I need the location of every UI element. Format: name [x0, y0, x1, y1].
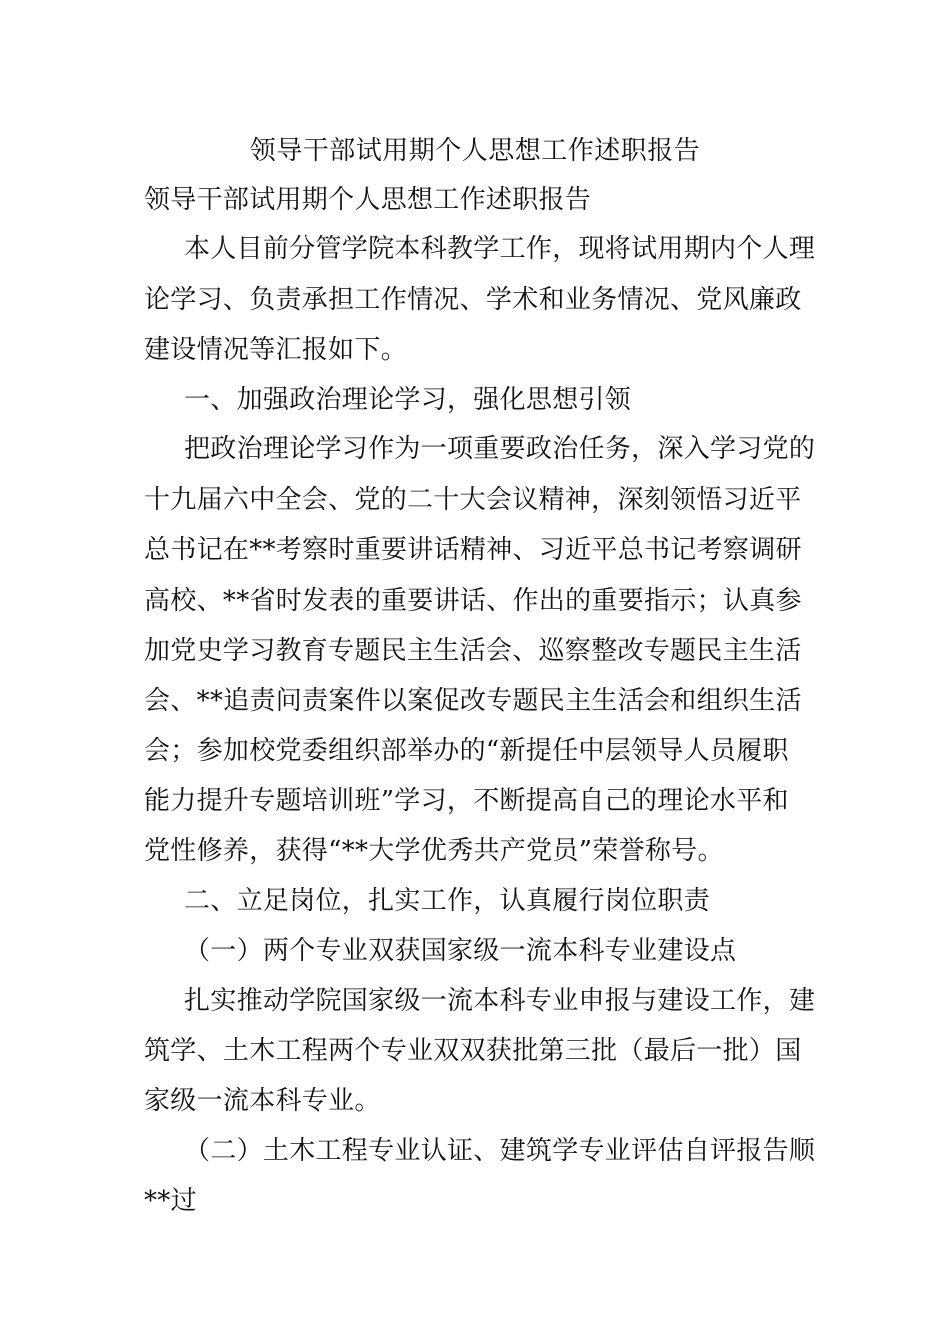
- paragraph-line: 十九届六中全会、党的二十大会议精神，深刻领悟习近平: [144, 485, 802, 515]
- paragraph-line: 加党史学习教育专题民主生活会、巡察整改专题民主生活: [144, 636, 802, 666]
- paragraph-line: 家级一流本科专业。: [144, 1086, 381, 1116]
- paragraph-line: 高校、**省时发表的重要讲话、作出的重要指示；认真参: [144, 586, 802, 616]
- subsection-heading: （一）两个专业双获国家级一流本科专业建设点: [184, 936, 737, 966]
- subsection-heading-continued: **过: [144, 1186, 197, 1216]
- paragraph-line: 会、**追责问责案件以案促改专题民主生活会和组织生活: [144, 686, 802, 716]
- paragraph-line: 党性修养，获得“**大学优秀共产党员”荣誉称号。: [144, 836, 724, 866]
- paragraph-line: 扎实推动学院国家级一流本科专业申报与建设工作，建: [184, 986, 816, 1016]
- paragraph-line: 会；参加校党委组织部举办的“新提任中层领导人员履职: [144, 736, 789, 766]
- document-subtitle: 领导干部试用期个人思想工作述职报告: [144, 185, 592, 215]
- paragraph-line: 建设情况等汇报如下。: [144, 335, 408, 365]
- paragraph-line: 把政治理论学习作为一项重要政治任务，深入学习党的: [184, 434, 816, 464]
- paragraph-line: 本人目前分管学院本科教学工作，现将试用期内个人理: [184, 234, 816, 264]
- section-heading: 一、加强政治理论学习，强化思想引领: [184, 385, 632, 415]
- paragraph-line: 论学习、负责承担工作情况、学术和业务情况、党风廉政: [144, 285, 802, 315]
- subsection-heading: （二）土木工程专业认证、建筑学专业评估自评报告顺: [184, 1136, 816, 1166]
- paragraph-line: 筑学、土木工程两个专业双双获批第三批（最后一批）国: [144, 1036, 802, 1066]
- section-heading: 二、立足岗位，扎实工作，认真履行岗位职责: [184, 886, 711, 916]
- document-title: 领导干部试用期个人思想工作述职报告: [249, 136, 701, 166]
- paragraph-line: 总书记在**考察时重要讲话精神、习近平总书记考察调研: [144, 535, 802, 565]
- paragraph-line: 能力提升专题培训班”学习，不断提高自己的理论水平和: [144, 786, 789, 816]
